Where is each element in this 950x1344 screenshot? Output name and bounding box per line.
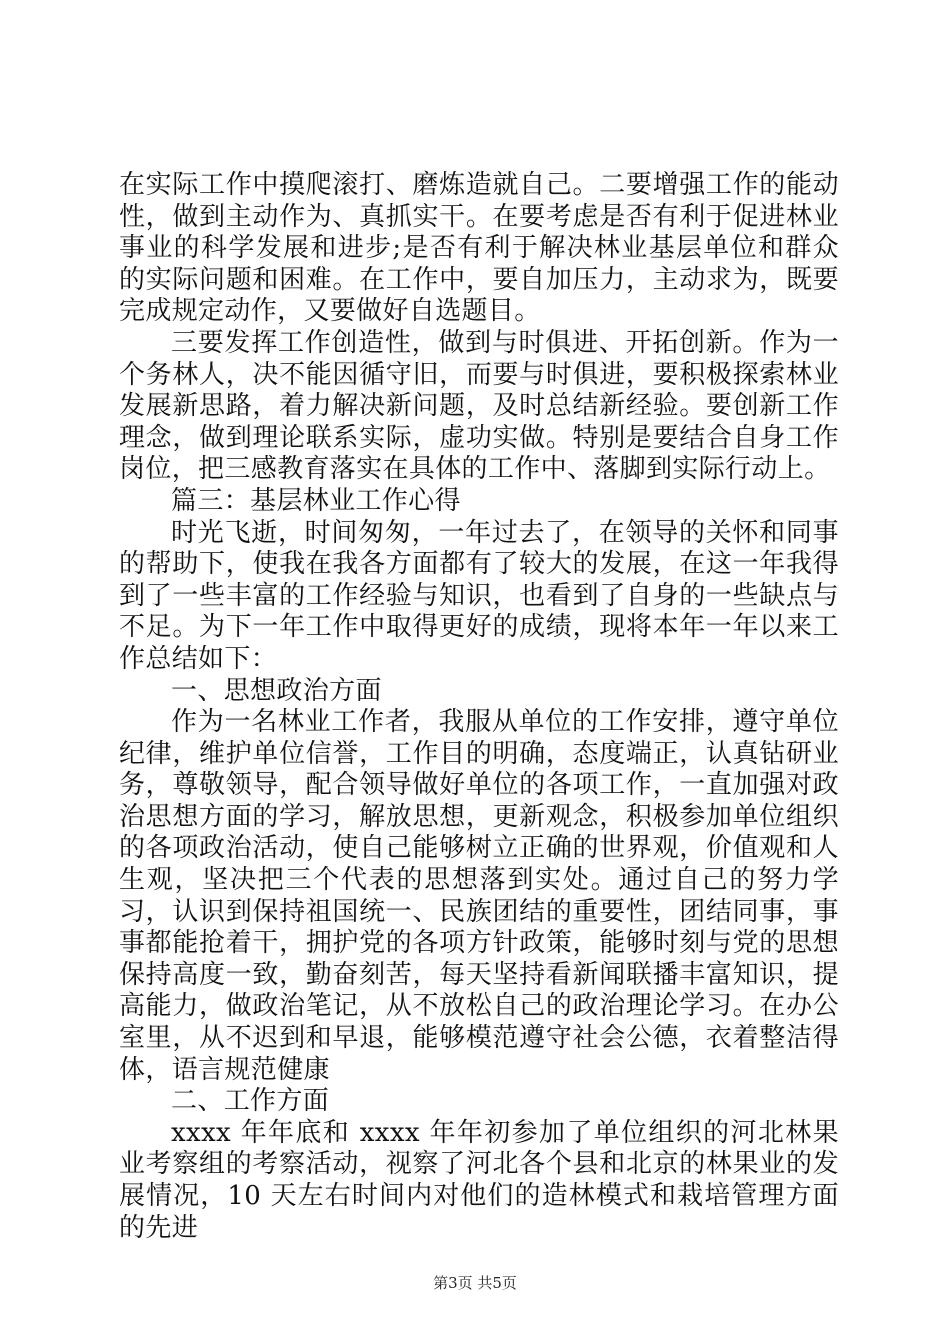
paragraph-4: 时光飞逝，时间匆匆，一年过去了，在领导的关怀和同事的帮助下，使我在我各方面都有了较大的发展，在这一年我得到了一些丰富的工作经验与知识，也看到了自身的一些缺点与不足。为下一年工作中取得更好的成绩，现将本年一年以来工作总结如下： bbox=[119, 517, 839, 674]
paragraph-1: 在实际工作中摸爬滚打、磨炼造就自己。二要增强工作的能动性，做到主动作为、真抓实干。在要考虑是否有利于促进林业事业的科学发展和进步;是否有利于解决林业基层单位和群众的实际问题和困难。在工作中，要自加压力，主动求为，既要完成规定动作，又要做好自选题目。 bbox=[119, 170, 839, 327]
paragraph-2: 三要发挥工作创造性，做到与时俱进、开拓创新。作为一个务林人，决不能因循守旧，而要与时俱进，要积极探索林业发展新思路，着力解决新问题，及时总结新经验。要创新工作理念，做到理论联系实际，虚功实做。特别是要结合自身工作岗位，把三感教育落实在具体的工作中、落脚到实际行动上。 bbox=[119, 327, 839, 485]
section-heading-politics: 一、思想政治方面 bbox=[171, 675, 382, 706]
section-heading-work: 二、工作方面 bbox=[171, 1086, 330, 1117]
paragraph-6: 作为一名林业工作者，我服从单位的工作安排，遵守单位纪律，维护单位信誉，工作目的明确，态度端正，认真钻研业务，尊敬领导，配合领导做好单位的各项工作，一直加强对政治思想方面的学习，解放思想，更新观念，积极参加单位组织的各项政治活动，使自己能够树立正确的世界观，价值观和人生观，坚决把三个代表的思想落到实处。通过自己的努力学习，认识到保持祖国统一、民族团结的重要性，团结同事，事事都能抢着干，拥护党的各项方针政策，能够时刻与党的思想保持高度一致，勤奋刻苦，每天坚持看新闻联播丰富知识，提高能力，做政治笔记，从不放松自己的政治理论学习。在办公室里，从不迟到和早退，能够模范遵守社会公德，衣着整洁得体，语言规范健康 bbox=[119, 707, 839, 1085]
document-body bbox=[119, 170, 839, 1244]
paragraph-8: xxxx 年年底和 xxxx 年年初参加了单位组织的河北林果业考察组的考察活动，视察了河北各个县和北京的林果业的发展情况，10 天左右时间内对他们的造林模式和栽培管理方面的先进 bbox=[119, 1117, 839, 1243]
page-number-footer: 第3页 共5页 bbox=[433, 1274, 517, 1292]
section-heading-3: 篇三：基层林业工作心得 bbox=[171, 485, 461, 516]
